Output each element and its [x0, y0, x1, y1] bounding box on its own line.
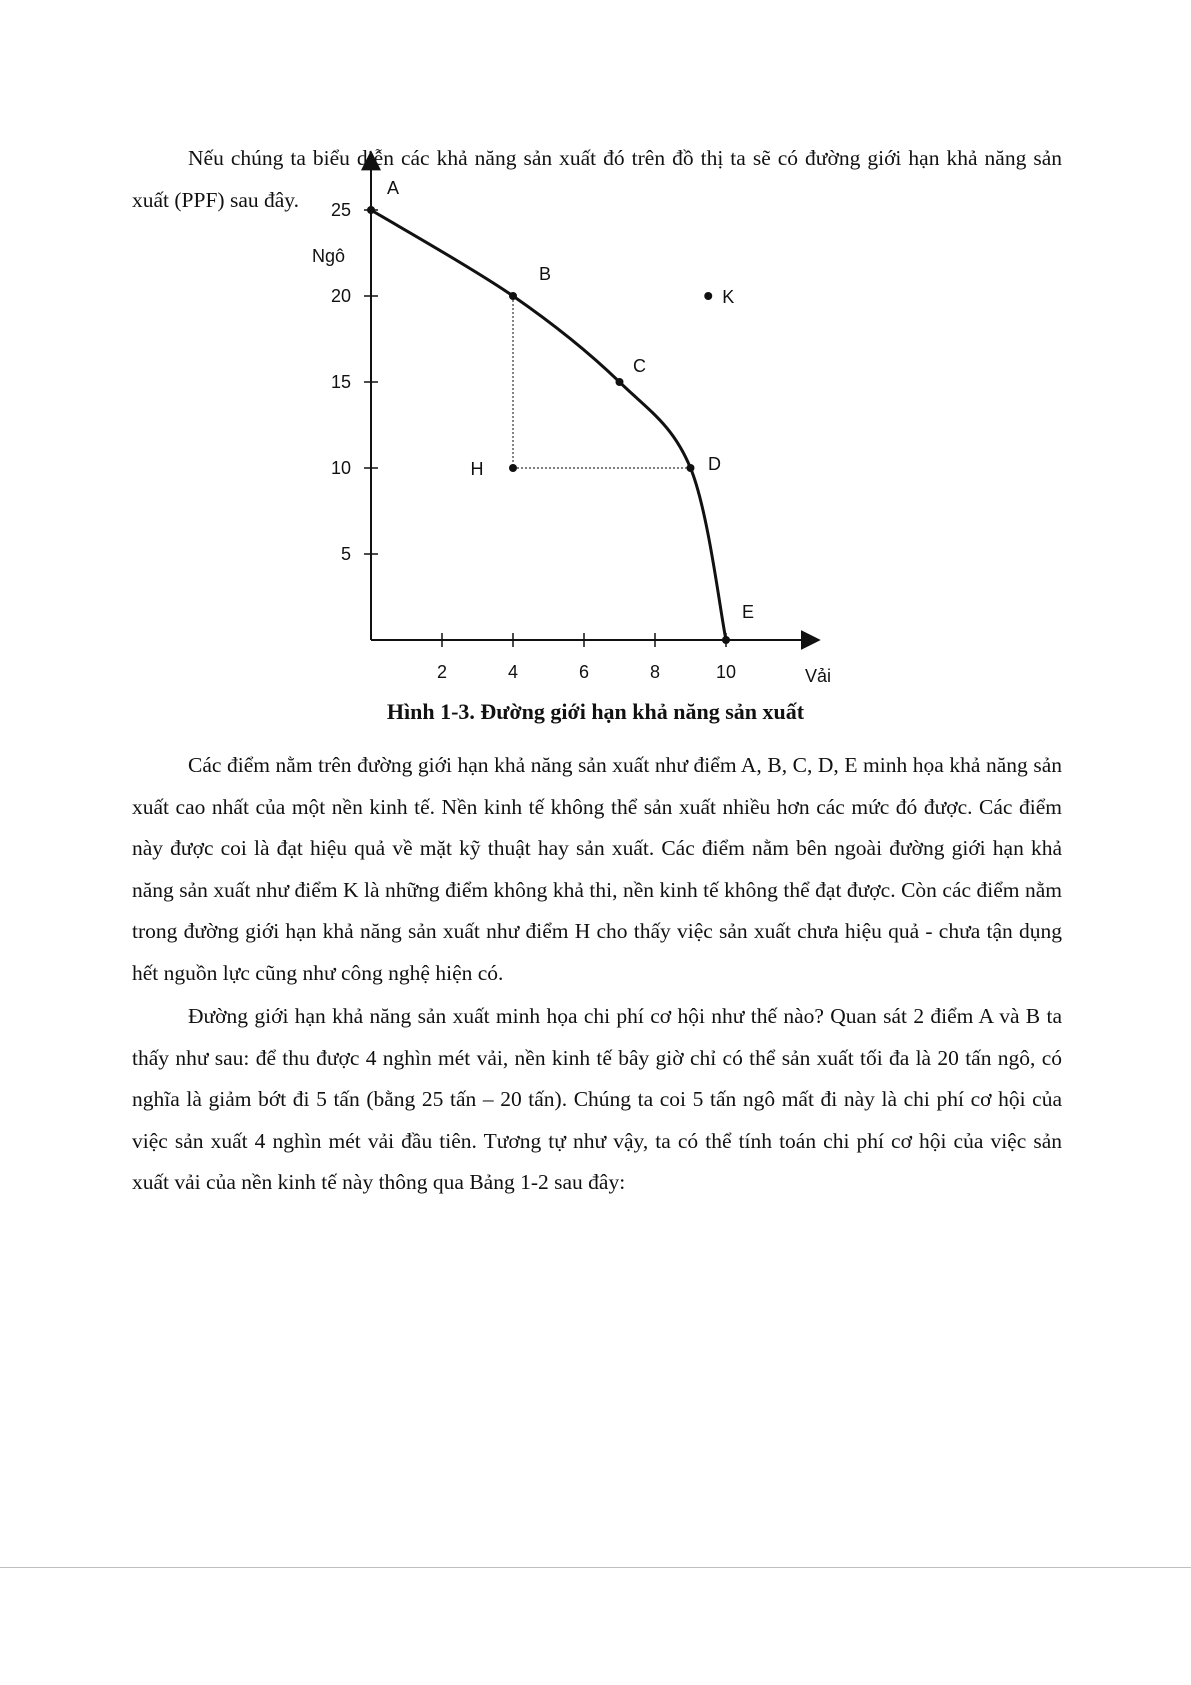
- chart-axes: [371, 160, 811, 640]
- point-label-b: B: [538, 264, 552, 284]
- y-tick-label: 15: [330, 372, 351, 392]
- x-axis-label: Vải: [805, 666, 832, 686]
- point-label-d: D: [708, 454, 721, 474]
- x-tick-label: 4: [507, 662, 519, 682]
- x-tick-label: 6: [578, 662, 590, 682]
- paragraph-points-text: Các điểm nằm trên đường giới hạn khả năng sản xuất như điểm A, B, C, D, E minh họa khả năng sản xuất cao nhất của một nền kinh tế. Nền kinh tế không thể sản xuất nhiều hơn các mức đó được. Các điểm này được coi là đạt hiệu quả về mặt kỹ thuật hay sản xuất. Các điểm nằm bên ngoài đường giới hạn khả năng sản xuất như điểm K là những điểm không khả thi, nền kinh tế không thể đạt được. Còn các điểm nằm trong đường giới hạn khả năng sản xuất như điểm H cho thấy việc sản xuất chưa hiệu quả - chưa tận dụng hết nguồn lực cũng như công nghệ hiện có.: [132, 753, 1062, 985]
- point-label-e: E: [741, 602, 755, 622]
- paragraph-opportunity-cost-text: Đường giới hạn khả năng sản xuất minh họa chi phí cơ hội như thế nào? Quan sát 2 điểm A và B ta thấy như sau: để thu được 4 nghìn mét vải, nền kinh tế bây giờ chỉ có thể sản xuất tối đa là 20 tấn ngô, có nghĩa là giảm bớt đi 5 tấn (bằng 25 tấn – 20 tấn). Chúng ta coi 5 tấn ngô mất đi này là chi phí cơ hội của việc sản xuất 4 nghìn mét vải đầu tiên. Tương tự như vậy, ta có thể tính toán chi phí cơ hội của việc sản xuất vải của nền kinh tế này thông qua Bảng 1-2 sau đây:: [132, 1004, 1062, 1194]
- figure-caption: Hình 1-3. Đường giới hạn khả năng sản xuất: [386, 699, 805, 724]
- point-label-a: A: [386, 178, 400, 198]
- y-tick-label: 5: [340, 544, 351, 564]
- point-label-h: H: [470, 459, 484, 479]
- x-tick-label: 10: [715, 662, 737, 682]
- point-k: [704, 292, 712, 300]
- intro-text: Nếu chúng ta biểu diễn các khả năng sản xuất đó trên đồ thị ta sẽ có đường giới hạn khả năng sản xuất (PPF) sau đây.: [132, 146, 1062, 212]
- chart-points: [367, 178, 754, 644]
- point-b: [509, 292, 517, 300]
- point-label-c: C: [633, 356, 646, 376]
- y-tick-label: 10: [330, 458, 351, 478]
- ppf-chart: [0, 0, 1191, 700]
- x-tick-label: 2: [436, 662, 448, 682]
- y-tick-label: 25: [330, 200, 351, 220]
- point-d: [687, 464, 695, 472]
- point-c: [616, 378, 624, 386]
- guide-lines: [513, 296, 691, 468]
- y-axis-label: Ngô: [312, 246, 346, 266]
- point-label-k: K: [722, 287, 735, 307]
- y-tick-label: 20: [330, 286, 351, 306]
- footer-divider: [0, 1567, 1191, 1568]
- paragraph-opportunity-cost: [132, 996, 1062, 1204]
- x-tick-label: 8: [649, 662, 661, 682]
- point-h: [509, 464, 517, 472]
- paragraph-points: [132, 745, 1062, 994]
